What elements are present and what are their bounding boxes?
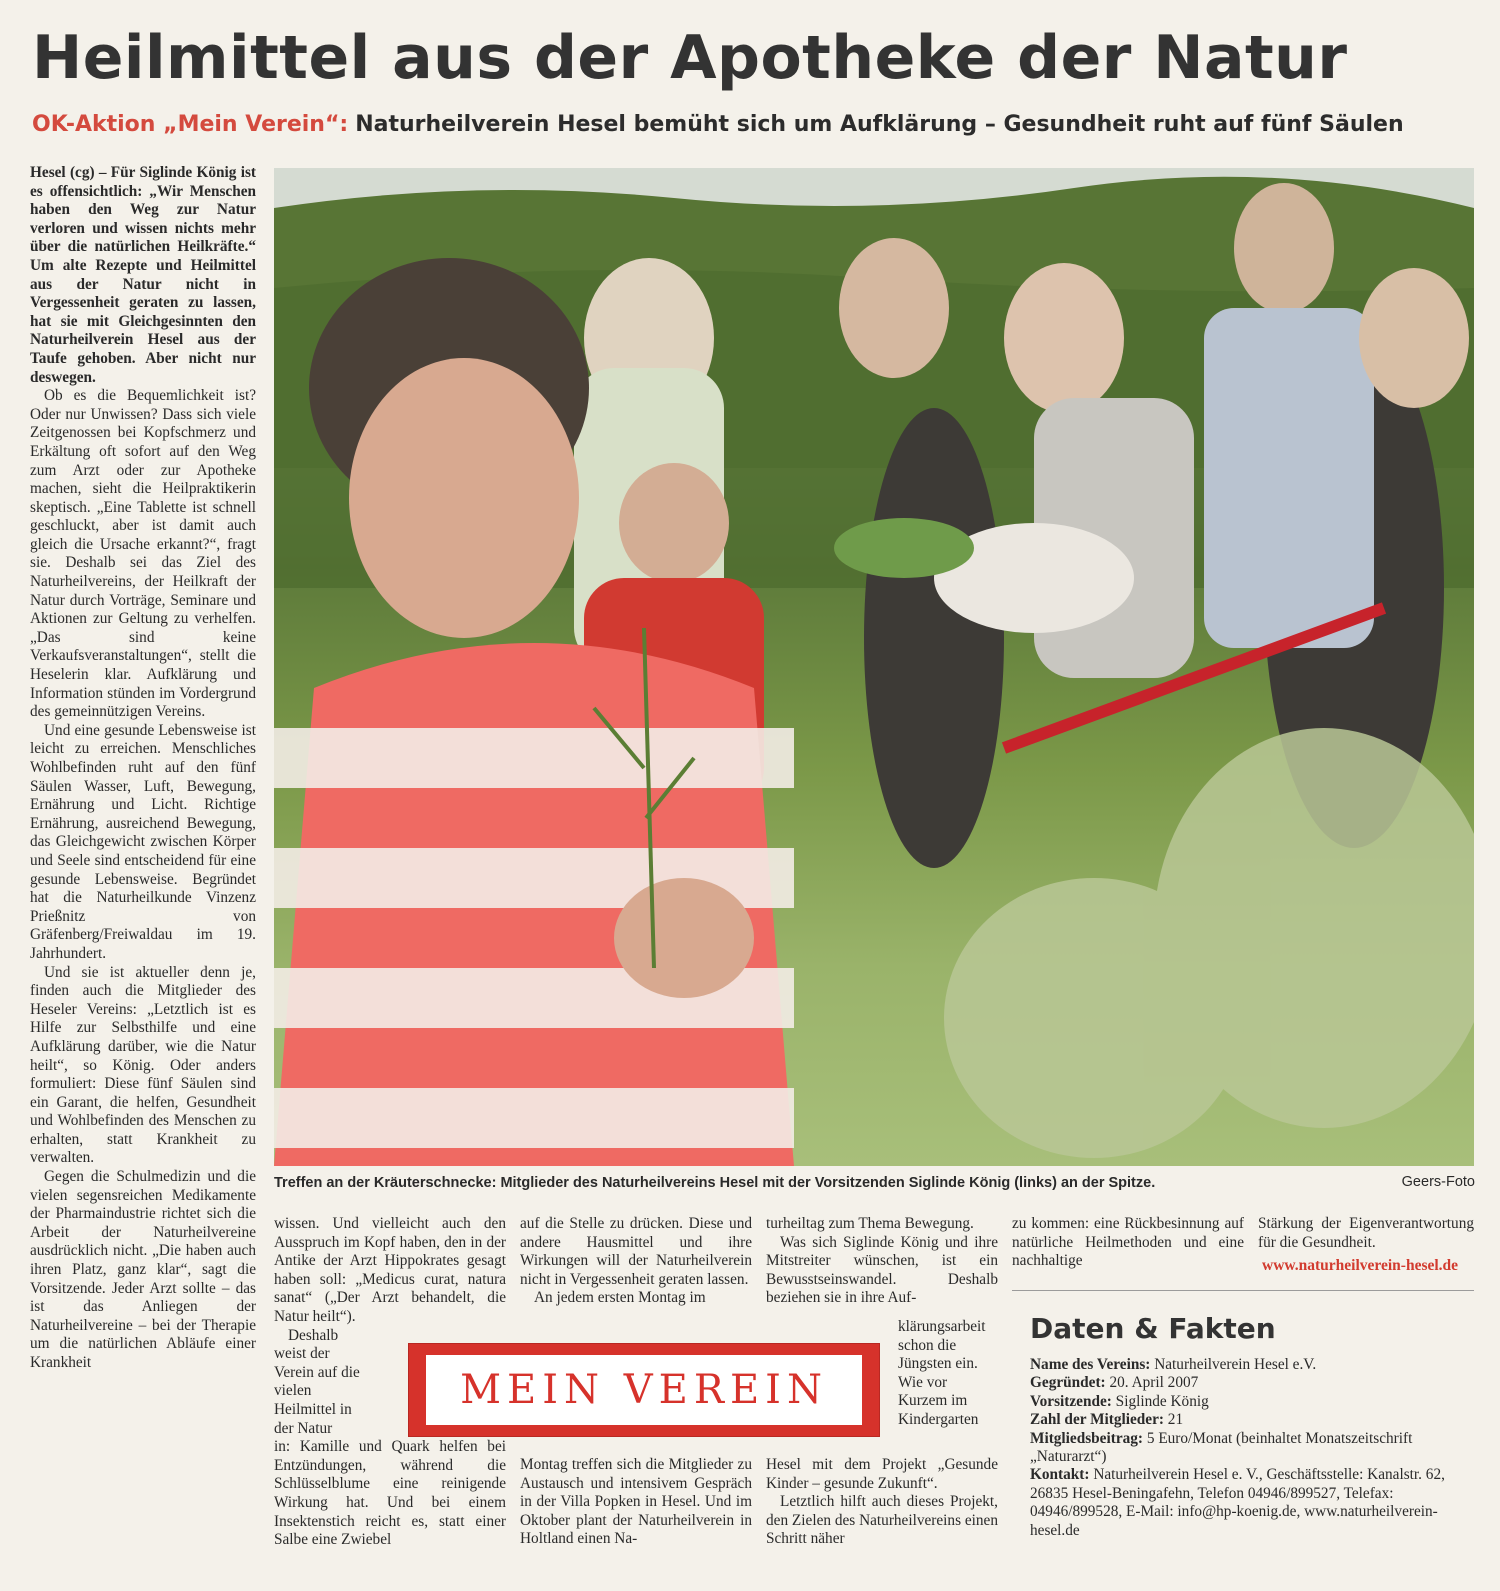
fact-label: Name des Vereins: bbox=[1030, 1356, 1151, 1373]
article-column-4-stub bbox=[898, 1318, 998, 1448]
fact-row bbox=[1030, 1411, 1474, 1429]
paragraph: zu kommen: eine Rückbesinnung auf natürliche Heilmethoden und eine nachhaltige bbox=[1012, 1215, 1244, 1270]
fact-value: 20. April 2007 bbox=[1105, 1374, 1199, 1392]
lead-paragraph: Hesel (cg) – Für Siglinde König ist es offensichtlich: „Wir Menschen haben den Weg zur Natur verloren und wissen nichts mehr über die natürlichen Heilkräfte.“ Um alte Rezepte und Heilmittel aus der Natur nicht in Vergessenheit geraten zu lassen, hat sie mit Gleichgesinnten den Naturheilverein Hesel aus der Taufe gehoben. Aber nicht nur deswegen. bbox=[30, 164, 256, 386]
facts-title: Daten & Fakten bbox=[1030, 1312, 1276, 1345]
fact-label: Vorsitzende: bbox=[1030, 1392, 1112, 1410]
fact-value: Naturheilverein Hesel e.V. bbox=[1150, 1356, 1317, 1373]
paragraph: Was sich Siglinde König und ihre Mitstreiter wünschen, ist ein Bewusstseinswandel. Deshalb beziehen sie in ihre Auf- bbox=[766, 1233, 998, 1307]
mein-verein-banner bbox=[408, 1343, 880, 1437]
paragraph: Hesel mit dem Projekt „Gesunde Kinder – gesunde Zukunft“. bbox=[766, 1456, 998, 1492]
photo-caption: Treffen an der Kräuterschnecke: Mitglieder des Naturheilvereins Hesel mit der Vorsitzenden Siglinde König (links) an der Spitze. bbox=[274, 1175, 1156, 1191]
group-photo bbox=[274, 168, 1474, 1166]
banner-text: MEIN VEREIN bbox=[426, 1355, 862, 1425]
photo-credit: Geers-Foto bbox=[1401, 1174, 1475, 1190]
paragraph: Deshalb weist der Verein auf die vielen Heilmittel in der Natur bbox=[274, 1326, 360, 1437]
fact-value: 5 Euro/Monat (beinhaltet Monatszeitschrift „Naturarzt“) bbox=[1030, 1429, 1413, 1466]
subheadline: Naturheilverein Hesel bemüht sich um Aufklärung – Gesundheit ruht auf fünf Säulen bbox=[355, 112, 1404, 137]
headline: Heilmittel aus der Apotheke der Natur bbox=[32, 23, 1348, 93]
fact-row bbox=[1030, 1393, 1474, 1411]
paragraph: Und eine gesunde Lebensweise ist leicht zu erreichen. Menschliches Wohlbefinden ruht auf den fünf Säulen Wasser, Luft, Bewegung, Ernährung und Licht. Richtige Ernährung, ausreichend Bewegung, das Gleichgewicht zwischen Körper und Seele sind entscheidend für eine gesunde Lebensweise. Begründet hat die Naturheilkunde Vinzenz Prießnitz von Gräfenberg/Freiwaldau im 19. Jahrhundert. bbox=[30, 721, 256, 962]
article-column-4 bbox=[766, 1215, 998, 1319]
paragraph: Und sie ist aktueller denn je, finden auch die Mitglieder des Heseler Vereins: „Letztlich ist es Hilfe zur Selbsthilfe und eine Aufklärung darüber, wie die Natur heilt“, so König. Oder anders formuliert: Diese fünf Säulen sind ein Garant, die helfen, Gesundheit und Wohlbefinden des Menschen zu erhalten, statt Krankheit zu verwalten. bbox=[30, 963, 256, 1167]
paragraph: An jedem ersten Montag im bbox=[534, 1289, 706, 1307]
fact-label: Gegründet: bbox=[1030, 1374, 1106, 1392]
kicker: OK-Aktion „Mein Verein“: bbox=[32, 112, 349, 137]
paragraph: auf die Stelle zu drücken. Diese und andere Hausmittel und ihre Wirkungen will der Naturheilverein nicht in Vergessenheit geraten lassen. bbox=[520, 1215, 752, 1288]
fact-label: Kontakt: bbox=[1030, 1466, 1090, 1484]
facts-divider bbox=[1012, 1290, 1474, 1291]
article-column-3 bbox=[520, 1215, 752, 1319]
article-column-1 bbox=[30, 164, 256, 1474]
subheadline-line bbox=[32, 110, 1472, 140]
fact-row bbox=[1030, 1356, 1474, 1374]
website-link[interactable]: www.naturheilverein-hesel.de bbox=[1262, 1257, 1459, 1274]
paragraph: klärungsarbeit schon die Jüngsten ein. Wie vor Kurzem im Kindergarten bbox=[898, 1318, 986, 1428]
fact-label: Mitgliedsbeitrag: bbox=[1030, 1429, 1144, 1447]
paragraph: Gegen die Schulmedizin und die vielen segensreichen Medikamente der Pharmaindustrie richtet sich die Arbeit der Naturheilvereine ausdrücklich nicht. „Die haben auch ihren Platz, ganz klar“, sagt die Vorsitzende. Jeder Arzt sollte – das ist das Anliegen der Naturheilvereine – bei der Therapie um die natürlichen Abläufe einer Krankheit bbox=[30, 1168, 256, 1371]
fact-value: Siglinde König bbox=[1111, 1392, 1209, 1410]
fact-row bbox=[1030, 1430, 1474, 1467]
paragraph: Ob es die Bequemlichkeit ist? Oder nur Unwissen? Dass sich viele Zeitgenossen bei Kopfschmerz und Erkältung oft sofort auf den Weg zum Arzt oder zur Apotheke machen, sieht die Heilpraktikerin skeptisch. „Eine Tablette ist schnell geschluckt, aber ist damit auch gleich die Ursache erkannt?“, fragt sie. Deshalb sei das Ziel des Naturheilvereins, der Heilkraft der Natur durch Vorträge, Seminare und Aktionen zur Geltung zu verhelfen. „Das sind keine Verkaufsveranstaltungen“, stellt die Heselerin klar. Aufklärung und Information stünden im Vordergrund des gemeinnützigen Vereins. bbox=[30, 387, 256, 721]
facts-box bbox=[1030, 1356, 1474, 1540]
paragraph: Letztlich hilft auch dieses Projekt, den Zielen des Naturheilvereins einen Schritt näher bbox=[766, 1493, 998, 1548]
paragraph: in: Kamille und Quark helfen bei Entzündungen, während die Schlüsselblume eine reinigende Wirkung hat. Und bei einem Insektenstich reicht es, statt einer Salbe eine Zwiebel bbox=[274, 1438, 506, 1549]
photo-illustration bbox=[274, 168, 1474, 1166]
paragraph: Stärkung der Eigenverantwortung für die Gesundheit. bbox=[1258, 1215, 1474, 1251]
article-column-3-bottom bbox=[520, 1456, 752, 1586]
paragraph: wissen. Und vielleicht auch den Ausspruch im Kopf haben, den in der Antike der Arzt Hippokrates gesagt haben soll: „Medicus curat, natura sanat“ („Der Arzt behandelt, die Natur heilt“). bbox=[274, 1215, 506, 1325]
fact-value: 21 bbox=[1163, 1411, 1184, 1429]
fact-value: Naturheilverein Hesel e. V., Geschäftsstelle: Kanalstr. 62, 26835 Hesel-Beningafehn, Telefon 04946/899527, Telefax: 04946/899528, E-Mail: info@hp-koenig.de, www.naturheilverein-hesel.de bbox=[1030, 1466, 1445, 1539]
fact-row bbox=[1030, 1374, 1474, 1392]
fact-label: Zahl der Mitglieder: bbox=[1030, 1411, 1164, 1429]
paragraph: Montag treffen sich die Mitglieder zu Austausch und intensivem Gespräch in der Villa Popken in Hesel. Und im Oktober plant der Naturheilverein in Holtland einen Na- bbox=[520, 1456, 752, 1548]
article-column-4-bottom bbox=[766, 1456, 998, 1586]
paragraph: turheiltag zum Thema Bewegung. bbox=[766, 1215, 974, 1232]
article-column-5 bbox=[1012, 1215, 1244, 1279]
fact-row bbox=[1030, 1466, 1474, 1540]
